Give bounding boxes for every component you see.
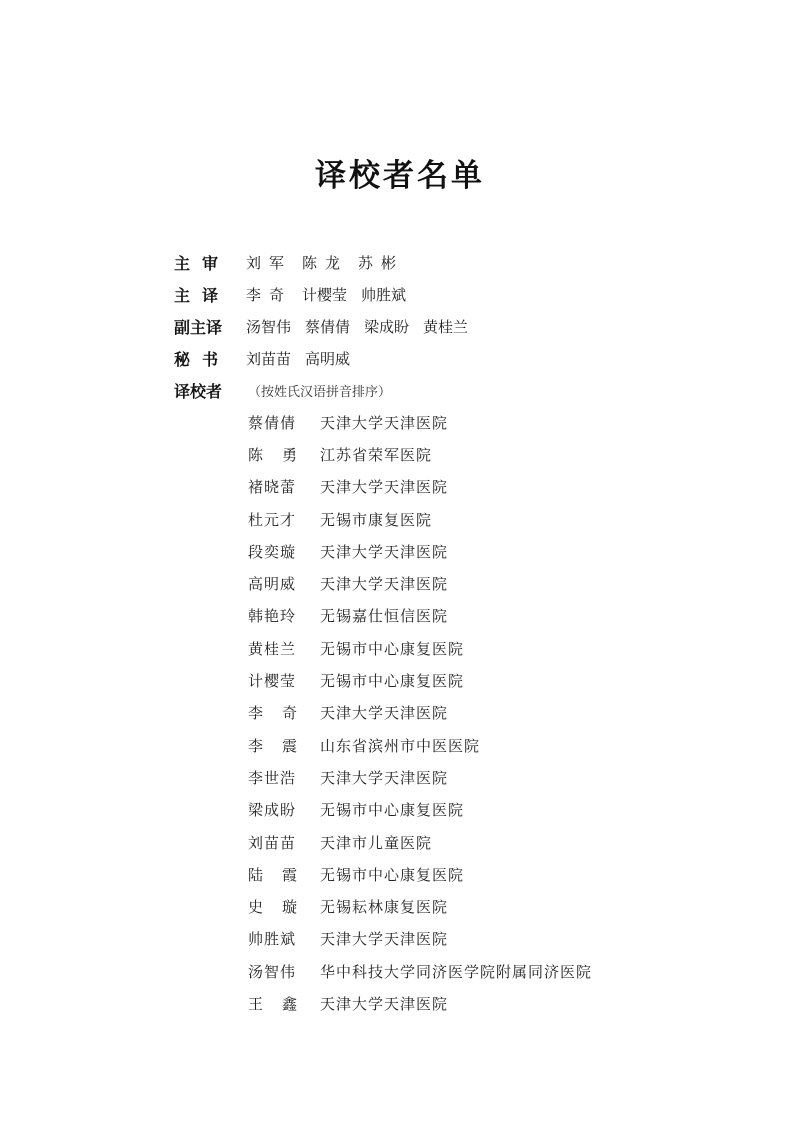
translator-hospital: 无锡市康复医院 (320, 510, 433, 529)
translator-name: 梁成盼 (248, 801, 297, 820)
role-label: 主审 (174, 253, 231, 273)
translator-hospital: 山东省滨州市中医医院 (320, 736, 481, 755)
person-name: 陈龙 (302, 253, 349, 272)
translator-name: 汤智伟 (248, 962, 297, 981)
translator-name: 杜元才 (248, 510, 297, 529)
list-item (248, 632, 592, 664)
list-item (248, 697, 592, 729)
translators-heading-row (174, 374, 482, 406)
role-names (246, 252, 414, 273)
role-label: 主译 (174, 285, 231, 305)
person-name: 刘苗苗 (246, 349, 292, 368)
translator-name: 计樱莹 (248, 672, 297, 691)
list-item (248, 567, 592, 599)
translator-name: 韩艳玲 (248, 607, 297, 626)
list-item (248, 600, 592, 632)
role-label: 秘书 (174, 349, 231, 369)
list-item (248, 890, 592, 922)
translator-hospital: 天津市儿童医院 (320, 833, 433, 852)
translator-hospital: 天津大学天津医院 (320, 413, 449, 432)
person-name: 梁成盼 (364, 317, 410, 336)
translator-hospital: 天津大学天津医院 (320, 542, 449, 561)
translator-name: 黄桂兰 (248, 639, 297, 658)
list-item (248, 955, 592, 987)
translator-name: 陈勇 (248, 445, 317, 464)
translators-label: 译校者 (174, 381, 223, 401)
translator-hospital: 天津大学天津医院 (320, 704, 449, 723)
translator-name: 李震 (248, 736, 317, 755)
person-name: 刘军 (246, 253, 293, 272)
translator-hospital: 天津大学天津医院 (320, 994, 449, 1013)
person-name: 帅胜斌 (361, 285, 407, 304)
translator-name: 段奕璇 (248, 542, 297, 561)
translator-name: 蔡倩倩 (248, 413, 297, 432)
person-name: 计樱莹 (302, 285, 348, 304)
person-name: 黄桂兰 (423, 317, 469, 336)
translator-hospital: 无锡市中心康复医院 (320, 639, 465, 658)
role-names (246, 316, 482, 337)
translator-hospital: 江苏省荣军医院 (320, 445, 433, 464)
list-item (248, 761, 592, 793)
role-row-chief-reviewer (174, 246, 482, 278)
translator-hospital: 无锡嘉仕恒信医院 (320, 607, 449, 626)
translator-hospital: 天津大学天津医院 (320, 478, 449, 497)
roles-section (174, 246, 482, 406)
role-row-secretary (174, 342, 482, 374)
list-item (248, 664, 592, 696)
list-item (248, 438, 592, 470)
person-name: 苏彬 (358, 253, 405, 272)
translator-name: 帅胜斌 (248, 930, 297, 949)
person-name: 李奇 (246, 285, 293, 304)
role-label: 副主译 (174, 317, 223, 337)
translator-name: 高明威 (248, 575, 297, 594)
translator-hospital: 天津大学天津医院 (320, 768, 449, 787)
translator-hospital: 无锡市中心康复医院 (320, 865, 465, 884)
translator-hospital: 天津大学天津医院 (320, 575, 449, 594)
role-row-chief-translator (174, 278, 482, 310)
person-name: 蔡倩倩 (305, 317, 351, 336)
translator-hospital: 无锡市中心康复医院 (320, 672, 465, 691)
translator-name: 褚晓蕾 (248, 478, 297, 497)
sort-note: （按姓氏汉语拼音排序） (248, 384, 392, 400)
person-name: 高明威 (305, 349, 351, 368)
page-title: 译校者名单 (315, 158, 485, 194)
translator-hospital: 无锡市中心康复医院 (320, 801, 465, 820)
translator-hospital: 天津大学天津医院 (320, 930, 449, 949)
role-names (246, 284, 420, 305)
role-names (246, 348, 364, 369)
list-item (248, 826, 592, 858)
translator-name: 刘苗苗 (248, 833, 297, 852)
list-item (248, 987, 592, 1019)
list-item (248, 535, 592, 567)
role-row-deputy-translator (174, 310, 482, 342)
translator-name: 陆霞 (248, 865, 317, 884)
list-item (248, 923, 592, 955)
list-item (248, 406, 592, 438)
list-item (248, 794, 592, 826)
translator-name: 李奇 (248, 704, 317, 723)
translator-hospital: 华中科技大学同济医学院附属同济医院 (320, 962, 593, 981)
translator-list (248, 406, 592, 1020)
translator-name: 史璇 (248, 898, 317, 917)
translator-name: 李世浩 (248, 768, 297, 787)
list-item (248, 471, 592, 503)
list-item (248, 729, 592, 761)
translator-name: 王鑫 (248, 994, 317, 1013)
translator-hospital: 无锡耘林康复医院 (320, 898, 449, 917)
list-item (248, 858, 592, 890)
list-item (248, 503, 592, 535)
person-name: 汤智伟 (246, 317, 292, 336)
